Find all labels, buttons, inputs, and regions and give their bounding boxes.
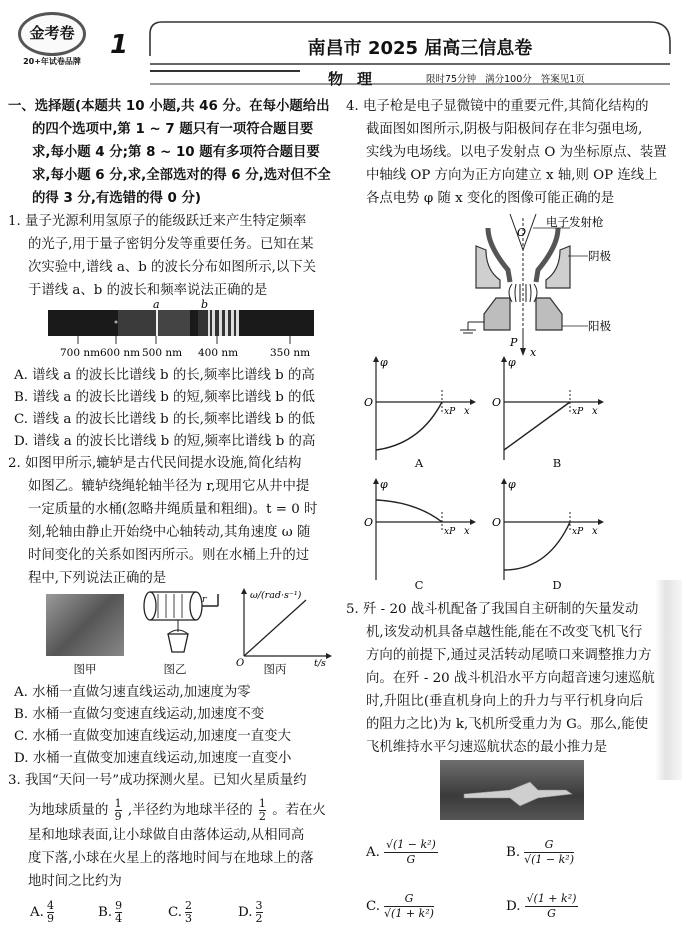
svg-text:xP: xP: [572, 407, 584, 417]
svg-text:O: O: [492, 396, 502, 409]
svg-text:φ: φ: [508, 478, 516, 491]
q2-stem: 程中,下列说法正确的是: [28, 571, 167, 586]
scan-edge-artifact: [655, 580, 682, 780]
q3-option-d[interactable]: D. $\frac{3}{2}$: [238, 899, 263, 925]
caption-fig-yi: 图乙: [163, 662, 187, 676]
omega-origin: O: [236, 658, 245, 669]
section-line: 的得 3 分,有选错的得 0 分): [32, 191, 202, 206]
answer-page: 答案见1页: [540, 74, 585, 85]
q3-option-b[interactable]: B. $\frac{9}{4}$: [98, 899, 123, 925]
windlass-photo: [46, 594, 124, 656]
svg-text:φ: φ: [508, 356, 516, 369]
svg-text:O: O: [364, 516, 374, 529]
subject-label: 物理: [328, 70, 387, 88]
spectral-line-b: [212, 310, 215, 336]
wavelength-tick: 700 nm: [60, 347, 101, 359]
q4-stem: 中轴线 OP 方向为正方向建立 x 轴,则 OP 连线上: [366, 168, 658, 183]
graph-label-c: C: [414, 578, 424, 592]
brand-name: 金考卷: [29, 24, 75, 42]
caption-fig-bing: 图丙: [263, 662, 287, 676]
svg-text:xP: xP: [444, 407, 456, 417]
phi-graph-a[interactable]: [360, 354, 480, 466]
q1-stem: 1. 量子光源利用氢原子的能级跃迁来产生特定频率: [8, 214, 307, 229]
windlass-diagram: [138, 588, 228, 660]
q5-stem: 5. 歼 - 20 战斗机配备了我国自主研制的矢量发动: [346, 602, 639, 617]
q4-stem: 各点电势 φ 随 x 变化的图像可能正确的是: [366, 191, 615, 206]
q5-option-d[interactable]: D. $\frac{\text{√(1 + k²)}}{G}$: [506, 892, 577, 920]
cathode-label: 阴极: [588, 249, 611, 263]
q3-fraction-radius: $\frac{1}{2}$: [258, 797, 266, 823]
j20-photo: [440, 760, 584, 820]
wavelength-tick: 400 nm: [198, 347, 239, 359]
subject-rule-left: [150, 70, 300, 72]
wavelength-tick: 500 nm: [142, 347, 183, 359]
q3-option-c[interactable]: C. $\frac{2}{3}$: [168, 899, 193, 925]
svg-text:r: r: [202, 595, 207, 605]
q3-option-a[interactable]: A. $\frac{4}{9}$: [30, 899, 54, 925]
svg-text:xP: xP: [572, 527, 584, 537]
q5-stem: 的阻力之比)为 k,飞机所受重力为 G。那么,能使: [366, 717, 649, 732]
section-line: 一、选择题(本题共 10 小题,共 46 分。在每小题给出: [8, 99, 330, 114]
spectral-line: [236, 310, 239, 336]
section-line: 的四个选项中,第 1 ~ 7 题只有一项符合题目要: [32, 122, 314, 137]
svg-text:x: x: [592, 406, 598, 417]
q2-stem: 一定质量的水桶(忽略井绳质量和粗细)。t = 0 时: [28, 502, 318, 517]
svg-text:x: x: [592, 526, 598, 537]
q2-option-d[interactable]: D. 水桶一直做变加速直线运动,加速度一直变小: [14, 751, 292, 766]
q3-fraction-mass: $\frac{1}{9}$: [114, 797, 122, 823]
section-line: 求,每小题 4 分;第 8 ~ 10 题有多项符合题目要: [32, 145, 320, 160]
q3-stem: 度下落,小球在火星上的落地时间与在地球上的落: [28, 851, 314, 866]
q3-stem: 地时间之比约为: [28, 874, 122, 889]
q4-stem: 4. 电子枪是电子显微镜中的重要元件,其简化结构的: [346, 99, 649, 114]
q1-option-b[interactable]: B. 谱线 a 的波长比谱线 b 的短,频率比谱线 b 的低: [14, 390, 315, 405]
svg-text:x: x: [464, 526, 470, 537]
q1-stem: 的光子,用于量子密钥分发等重要任务。已知在某: [28, 237, 314, 252]
line-a: [156, 310, 158, 336]
omega-graph: [236, 586, 332, 668]
spectral-line: [225, 310, 228, 336]
spectrum-figure: [40, 298, 330, 368]
electron-gun-diagram: [448, 210, 611, 359]
caption-fig-jia: 图甲: [73, 662, 97, 676]
point-o: O: [517, 226, 527, 239]
q3-stem: 为地球质量的 $\frac{1}{9}$ ,半径约为地球半径的 $\frac{1}{2}$ 。若在火: [28, 797, 326, 823]
q1-stem: 次实验中,谱线 a、b 的波长分布如图所示,以下关: [28, 260, 317, 275]
anode-label: 阳极: [588, 319, 611, 333]
q2-option-a[interactable]: A. 水桶一直做匀速直线运动,加速度为零: [14, 685, 251, 700]
svg-text:x: x: [464, 406, 470, 417]
svg-text:φ: φ: [380, 356, 388, 369]
omega-xlabel: t/s: [314, 658, 326, 669]
q1-option-c[interactable]: C. 谱线 a 的波长比谱线 b 的长,频率比谱线 b 的低: [14, 412, 315, 427]
svg-text:O: O: [364, 396, 374, 409]
phi-graph-c[interactable]: [360, 476, 480, 588]
omega-line: [244, 600, 306, 656]
exam-meta: [426, 71, 585, 85]
q4-stem: 实线为电场线。以电子发射点 O 为坐标原点、装置: [366, 145, 667, 160]
graph-label-d: D: [552, 578, 562, 592]
full-score: 满分100分: [485, 74, 532, 85]
q5-stem: 飞机维持水平匀速巡航状态的最小推力是: [366, 740, 608, 755]
volume-number: 1: [110, 30, 129, 60]
point-p: P: [510, 336, 518, 349]
q1-stem: 于谱线 a、b 的波长和频率说法正确的是: [28, 283, 268, 298]
section-line: 求,每小题 6 分,求,全部选对的得 6 分,选对但不全: [32, 168, 331, 183]
brand-tagline: 20+年试卷品牌: [23, 57, 81, 66]
label-a: a: [153, 298, 160, 311]
q5-stem: 向。在歼 - 20 战斗机沿水平方向超音速匀速巡航: [366, 671, 655, 686]
q2-stem: 时间变化的关系如图丙所示。则在水桶上升的过: [28, 548, 310, 563]
svg-text:xP: xP: [444, 527, 456, 537]
axis-x: x: [530, 346, 537, 359]
graph-label-b: B: [552, 456, 562, 470]
q5-stem: 机,该发动机具备卓越性能,能在不改变飞机飞行: [366, 625, 643, 640]
q4-stem: 截面图如图所示,阴极与阳极间存在非匀强电场,: [366, 122, 643, 137]
wavelength-tick: 600 nm: [100, 347, 141, 359]
label-b: b: [201, 298, 209, 311]
graph-label-a: A: [414, 456, 424, 470]
omega-ylabel: ω/(rad·s⁻¹): [250, 590, 302, 601]
wavelength-tick: 350 nm: [270, 347, 311, 359]
q3-stem: 3. 我国“天问一号”成功探测火星。已知火星质量约: [8, 773, 307, 788]
spectral-line: [208, 310, 210, 336]
brand-logo: [10, 10, 94, 66]
q3-stem: 星和地球表面,让小球做自由落体运动,从相同高: [28, 828, 305, 843]
svg-text:O: O: [492, 516, 502, 529]
q5-option-c[interactable]: C. $\frac{G}{\text{√(1 + k²)}}$: [366, 892, 434, 920]
time-limit: 限时75分钟: [426, 74, 477, 85]
q5-stem: 方向的前提下,通过灵活转动尾喷口来调整推力方: [366, 648, 652, 663]
gun-label: 电子发射枪: [546, 215, 604, 229]
exam-title: 南昌市 2025 届高三信息卷: [307, 38, 533, 59]
q1-option-a[interactable]: A. 谱线 a 的波长比谱线 b 的长,频率比谱线 b 的高: [14, 368, 315, 383]
svg-text:φ: φ: [380, 478, 388, 491]
q2-stem: 刻,轮轴由静止开始绕中心轴转动,其角速度 ω 随: [28, 525, 311, 540]
q2-option-c[interactable]: C. 水桶一直做变加速直线运动,加速度一直变大: [14, 729, 291, 744]
phi-graph-b[interactable]: [488, 354, 608, 466]
q1-option-d[interactable]: D. 谱线 a 的波长比谱线 b 的短,频率比谱线 b 的高: [14, 434, 316, 449]
spectral-line: [219, 310, 222, 336]
q2-stem: 2. 如图甲所示,辘轳是古代民间提水设施,简化结构: [8, 456, 302, 471]
q5-option-b[interactable]: B. $\frac{G}{\text{√(1 − k²)}}$: [506, 838, 574, 866]
q2-stem: 如图乙。辘轳绕绳轮轴半径为 r,现用它从井中提: [28, 479, 310, 494]
spectral-line: [231, 310, 234, 336]
q2-option-b[interactable]: B. 水桶一直做匀变速直线运动,加速度不变: [14, 707, 265, 722]
q5-stem: 时,升阻比(垂直机身向上的升力与平行机身向后: [366, 694, 644, 709]
phi-graph-d[interactable]: [488, 476, 608, 588]
q5-option-a[interactable]: A. $\frac{\text{√(1 − k²)}}{G}$: [366, 838, 436, 866]
